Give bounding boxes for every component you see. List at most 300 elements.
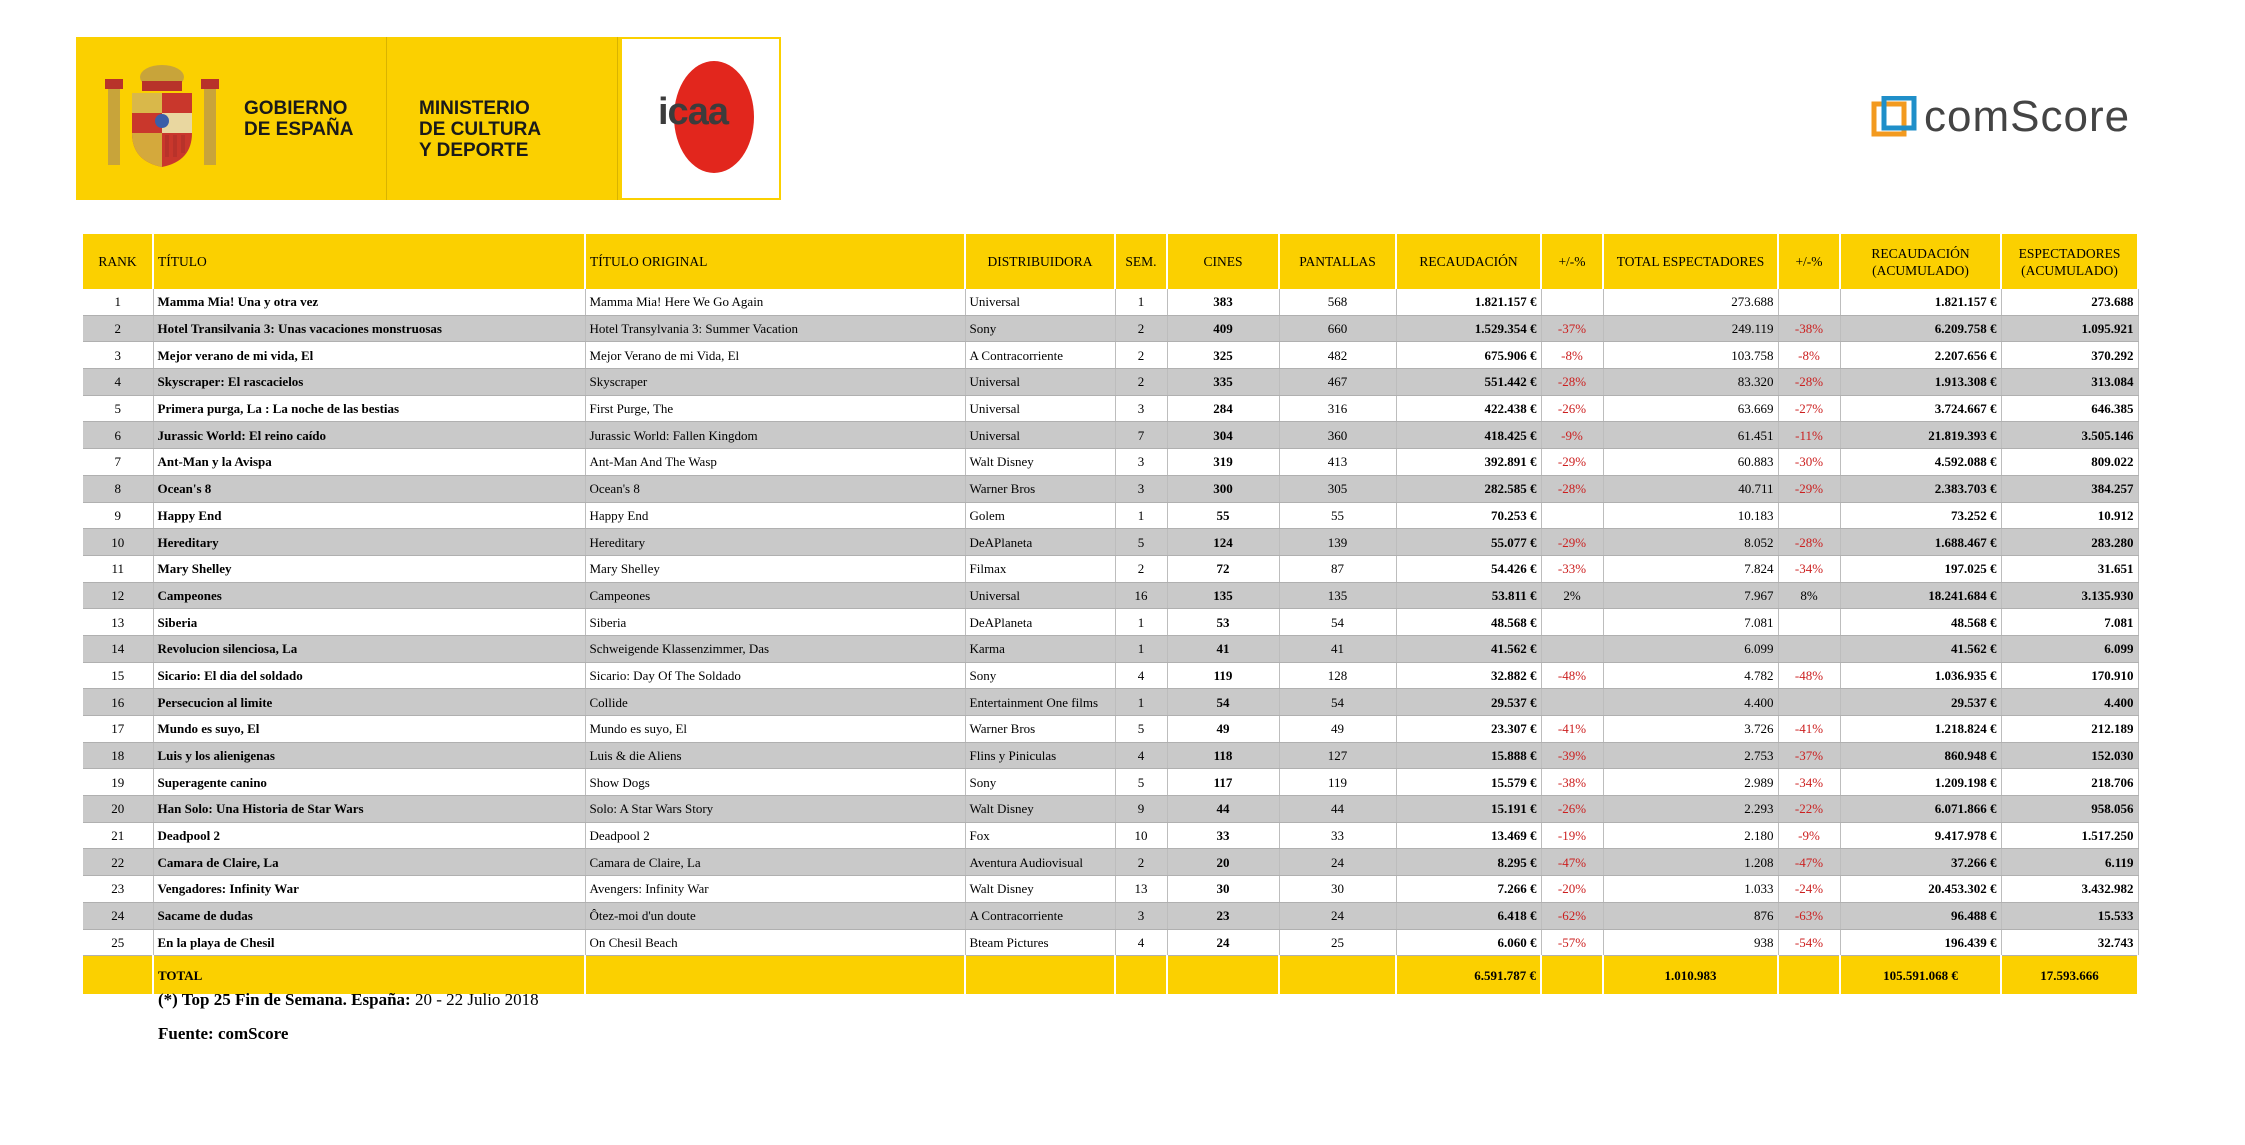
cell-rec-acum: 1.209.198 €	[1840, 769, 2001, 796]
cell-var-esp: -30%	[1778, 449, 1840, 476]
cell-sem: 5	[1115, 529, 1167, 556]
cell-var-esp: 8%	[1778, 582, 1840, 609]
col-header-titulo: TÍTULO	[153, 234, 585, 289]
cell-distribuidora: Universal	[965, 582, 1115, 609]
col-header-total-espectadores: TOTAL ESPECTADORES	[1603, 234, 1778, 289]
cell-cines: 49	[1167, 716, 1279, 743]
cell-var-rec: -41%	[1541, 716, 1603, 743]
cell-var-esp: -29%	[1778, 475, 1840, 502]
cell-sem: 1	[1115, 289, 1167, 315]
cell-pantallas: 54	[1279, 689, 1396, 716]
cell-distribuidora: Filmax	[965, 555, 1115, 582]
total-espectadores-acumulado: 17.593.666	[2001, 956, 2138, 995]
cell-original: Hereditary	[585, 529, 965, 556]
cell-espectadores: 83.320	[1603, 369, 1778, 396]
cell-pantallas: 24	[1279, 849, 1396, 876]
cell-recaudacion: 32.882 €	[1396, 662, 1541, 689]
table-row	[83, 475, 2138, 502]
government-name: GOBIERNO DE ESPAÑA	[244, 98, 354, 140]
cell-rank: 10	[83, 529, 153, 556]
cell-cines: 319	[1167, 449, 1279, 476]
col-header-titulo-original: TÍTULO ORIGINAL	[585, 234, 965, 289]
cell-titulo: Superagente canino	[153, 769, 585, 796]
table-row	[83, 609, 2138, 636]
col-header-espectadores-acumulado: ESPECTADORES (ACUMULADO)	[2001, 234, 2138, 289]
cell-original: Mundo es suyo, El	[585, 716, 965, 743]
cell-titulo: Primera purga, La : La noche de las bestias	[153, 395, 585, 422]
cell-recaudacion: 551.442 €	[1396, 369, 1541, 396]
cell-esp-acum: 384.257	[2001, 475, 2138, 502]
cell-esp-acum: 7.081	[2001, 609, 2138, 636]
cell-rank: 19	[83, 769, 153, 796]
cell-original: Show Dogs	[585, 769, 965, 796]
cell-cines: 55	[1167, 502, 1279, 529]
cell-var-esp: -38%	[1778, 315, 1840, 342]
cell-rec-acum: 2.383.703 €	[1840, 475, 2001, 502]
table-row	[83, 369, 2138, 396]
cell-titulo: Hotel Transilvania 3: Unas vacaciones monstruosas	[153, 315, 585, 342]
cell-cines: 325	[1167, 342, 1279, 369]
cell-original: Skyscraper	[585, 369, 965, 396]
cell-original: Deadpool 2	[585, 822, 965, 849]
cell-var-rec: -8%	[1541, 342, 1603, 369]
cell-original: Mejor Verano de mi Vida, El	[585, 342, 965, 369]
cell-var-esp: -28%	[1778, 529, 1840, 556]
table-row	[83, 902, 2138, 929]
cell-recaudacion: 7.266 €	[1396, 876, 1541, 903]
cell-distribuidora: Walt Disney	[965, 796, 1115, 823]
cell-titulo: Sacame de dudas	[153, 902, 585, 929]
cell-rank: 13	[83, 609, 153, 636]
cell-titulo: Campeones	[153, 582, 585, 609]
cell-espectadores: 8.052	[1603, 529, 1778, 556]
cell-esp-acum: 1.095.921	[2001, 315, 2138, 342]
cell-espectadores: 1.033	[1603, 876, 1778, 903]
cell-rank: 24	[83, 902, 153, 929]
cell-cines: 119	[1167, 662, 1279, 689]
cell-var-rec: -47%	[1541, 849, 1603, 876]
cell-var-esp	[1778, 689, 1840, 716]
cell-var-esp	[1778, 609, 1840, 636]
cell-distribuidora: Sony	[965, 662, 1115, 689]
cell-recaudacion: 422.438 €	[1396, 395, 1541, 422]
cell-distribuidora: Bteam Pictures	[965, 929, 1115, 956]
cell-esp-acum: 3.432.982	[2001, 876, 2138, 903]
cell-rec-acum: 41.562 €	[1840, 635, 2001, 662]
cell-distribuidora: DeAPlaneta	[965, 529, 1115, 556]
table-row	[83, 289, 2138, 315]
cell-pantallas: 127	[1279, 742, 1396, 769]
cell-rec-acum: 860.948 €	[1840, 742, 2001, 769]
table-row	[83, 849, 2138, 876]
cell-distribuidora: DeAPlaneta	[965, 609, 1115, 636]
table-row	[83, 449, 2138, 476]
cell-original: Campeones	[585, 582, 965, 609]
cell-esp-acum: 646.385	[2001, 395, 2138, 422]
cell-var-esp: -22%	[1778, 796, 1840, 823]
cell-rec-acum: 21.819.393 €	[1840, 422, 2001, 449]
cell-original: Ôtez-moi d'un doute	[585, 902, 965, 929]
cell-espectadores: 3.726	[1603, 716, 1778, 743]
cell-titulo: Mejor verano de mi vida, El	[153, 342, 585, 369]
cell-distribuidora: Warner Bros	[965, 716, 1115, 743]
cell-var-esp: -34%	[1778, 555, 1840, 582]
cell-recaudacion: 8.295 €	[1396, 849, 1541, 876]
cell-recaudacion: 15.579 €	[1396, 769, 1541, 796]
cell-distribuidora: A Contracorriente	[965, 342, 1115, 369]
cell-rec-acum: 1.913.308 €	[1840, 369, 2001, 396]
cell-pantallas: 128	[1279, 662, 1396, 689]
cell-original: Hotel Transylvania 3: Summer Vacation	[585, 315, 965, 342]
cell-sem: 3	[1115, 902, 1167, 929]
cell-pantallas: 360	[1279, 422, 1396, 449]
table-row	[83, 796, 2138, 823]
cell-espectadores: 7.081	[1603, 609, 1778, 636]
col-header-var-espectadores: +/-%	[1778, 234, 1840, 289]
cell-titulo: Mundo es suyo, El	[153, 716, 585, 743]
cell-sem: 4	[1115, 662, 1167, 689]
cell-esp-acum: 370.292	[2001, 342, 2138, 369]
cell-var-esp: -28%	[1778, 369, 1840, 396]
cell-recaudacion: 675.906 €	[1396, 342, 1541, 369]
cell-rank: 3	[83, 342, 153, 369]
cell-espectadores: 2.293	[1603, 796, 1778, 823]
cell-var-esp: -54%	[1778, 929, 1840, 956]
cell-rec-acum: 1.218.824 €	[1840, 716, 2001, 743]
cell-rank: 21	[83, 822, 153, 849]
box-office-table	[83, 234, 2139, 994]
cell-pantallas: 30	[1279, 876, 1396, 903]
cell-var-esp	[1778, 635, 1840, 662]
cell-cines: 53	[1167, 609, 1279, 636]
cell-esp-acum: 31.651	[2001, 555, 2138, 582]
cell-var-esp: -8%	[1778, 342, 1840, 369]
cell-distribuidora: Universal	[965, 369, 1115, 396]
cell-esp-acum: 10.912	[2001, 502, 2138, 529]
cell-recaudacion: 6.418 €	[1396, 902, 1541, 929]
cell-espectadores: 10.183	[1603, 502, 1778, 529]
cell-sem: 5	[1115, 716, 1167, 743]
table-row	[83, 742, 2138, 769]
cell-rank: 5	[83, 395, 153, 422]
col-header-var-recaudacion: +/-%	[1541, 234, 1603, 289]
cell-recaudacion: 23.307 €	[1396, 716, 1541, 743]
cell-var-esp: -41%	[1778, 716, 1840, 743]
cell-sem: 1	[1115, 609, 1167, 636]
comscore-logo-text: comScore	[1924, 92, 2131, 141]
cell-esp-acum: 283.280	[2001, 529, 2138, 556]
cell-var-rec: -57%	[1541, 929, 1603, 956]
cell-titulo: Jurassic World: El reino caído	[153, 422, 585, 449]
cell-espectadores: 40.711	[1603, 475, 1778, 502]
cell-original: Camara de Claire, La	[585, 849, 965, 876]
table-row	[83, 689, 2138, 716]
cell-titulo: Vengadores: Infinity War	[153, 876, 585, 903]
cell-esp-acum: 218.706	[2001, 769, 2138, 796]
cell-espectadores: 63.669	[1603, 395, 1778, 422]
cell-sem: 2	[1115, 555, 1167, 582]
cell-distribuidora: Flins y Piniculas	[965, 742, 1115, 769]
cell-rank: 6	[83, 422, 153, 449]
cell-espectadores: 6.099	[1603, 635, 1778, 662]
cell-distribuidora: Walt Disney	[965, 876, 1115, 903]
cell-rank: 7	[83, 449, 153, 476]
cell-sem: 3	[1115, 475, 1167, 502]
cell-var-rec: -26%	[1541, 796, 1603, 823]
cell-pantallas: 25	[1279, 929, 1396, 956]
cell-var-rec	[1541, 689, 1603, 716]
cell-recaudacion: 15.888 €	[1396, 742, 1541, 769]
cell-sem: 13	[1115, 876, 1167, 903]
cell-cines: 23	[1167, 902, 1279, 929]
cell-var-esp	[1778, 502, 1840, 529]
cell-espectadores: 4.782	[1603, 662, 1778, 689]
cell-cines: 383	[1167, 289, 1279, 315]
cell-sem: 7	[1115, 422, 1167, 449]
cell-esp-acum: 6.119	[2001, 849, 2138, 876]
table-row	[83, 929, 2138, 956]
cell-var-rec: 2%	[1541, 582, 1603, 609]
table-row	[83, 395, 2138, 422]
col-header-recaudacion-acumulado: RECAUDACIÓN (ACUMULADO)	[1840, 234, 2001, 289]
cell-rec-acum: 1.688.467 €	[1840, 529, 2001, 556]
cell-pantallas: 33	[1279, 822, 1396, 849]
cell-esp-acum: 313.084	[2001, 369, 2138, 396]
cell-rank: 17	[83, 716, 153, 743]
cell-pantallas: 316	[1279, 395, 1396, 422]
cell-var-rec: -33%	[1541, 555, 1603, 582]
cell-esp-acum: 3.505.146	[2001, 422, 2138, 449]
cell-esp-acum: 15.533	[2001, 902, 2138, 929]
cell-esp-acum: 6.099	[2001, 635, 2138, 662]
cell-recaudacion: 55.077 €	[1396, 529, 1541, 556]
cell-cines: 409	[1167, 315, 1279, 342]
cell-var-esp: -34%	[1778, 769, 1840, 796]
total-recaudacion-acumulado: 105.591.068 €	[1840, 956, 2001, 995]
cell-titulo: Mary Shelley	[153, 555, 585, 582]
cell-rec-acum: 2.207.656 €	[1840, 342, 2001, 369]
table-row	[83, 582, 2138, 609]
cell-cines: 54	[1167, 689, 1279, 716]
cell-rec-acum: 6.209.758 €	[1840, 315, 2001, 342]
cell-espectadores: 273.688	[1603, 289, 1778, 315]
cell-rank: 2	[83, 315, 153, 342]
cell-var-rec	[1541, 635, 1603, 662]
cell-rank: 16	[83, 689, 153, 716]
table-row	[83, 422, 2138, 449]
cell-original: Happy End	[585, 502, 965, 529]
cell-rec-acum: 3.724.667 €	[1840, 395, 2001, 422]
cell-rec-acum: 1.036.935 €	[1840, 662, 2001, 689]
cell-var-esp: -63%	[1778, 902, 1840, 929]
cell-cines: 72	[1167, 555, 1279, 582]
cell-var-rec: -38%	[1541, 769, 1603, 796]
cell-espectadores: 7.824	[1603, 555, 1778, 582]
cell-distribuidora: A Contracorriente	[965, 902, 1115, 929]
cell-rec-acum: 48.568 €	[1840, 609, 2001, 636]
cell-rec-acum: 6.071.866 €	[1840, 796, 2001, 823]
total-espectadores: 1.010.983	[1603, 956, 1778, 995]
cell-titulo: Revolucion silenciosa, La	[153, 635, 585, 662]
col-header-semana: SEM.	[1115, 234, 1167, 289]
cell-rec-acum: 37.266 €	[1840, 849, 2001, 876]
cell-espectadores: 1.208	[1603, 849, 1778, 876]
col-header-rank: RANK	[83, 234, 153, 289]
cell-titulo: Luis y los alienigenas	[153, 742, 585, 769]
cell-rec-acum: 196.439 €	[1840, 929, 2001, 956]
cell-rank: 4	[83, 369, 153, 396]
cell-titulo: Ant-Man y la Avispa	[153, 449, 585, 476]
cell-cines: 24	[1167, 929, 1279, 956]
cell-pantallas: 41	[1279, 635, 1396, 662]
cell-cines: 284	[1167, 395, 1279, 422]
cell-rec-acum: 29.537 €	[1840, 689, 2001, 716]
government-banner	[76, 37, 781, 200]
cell-titulo: Hereditary	[153, 529, 585, 556]
cell-rec-acum: 96.488 €	[1840, 902, 2001, 929]
table-body	[83, 289, 2138, 956]
cell-sem: 4	[1115, 929, 1167, 956]
cell-sem: 1	[1115, 689, 1167, 716]
cell-recaudacion: 15.191 €	[1396, 796, 1541, 823]
cell-original: First Purge, The	[585, 395, 965, 422]
cell-titulo: Sicario: El dia del soldado	[153, 662, 585, 689]
cell-espectadores: 4.400	[1603, 689, 1778, 716]
cell-var-rec: -29%	[1541, 449, 1603, 476]
cell-cines: 300	[1167, 475, 1279, 502]
cell-var-rec: -28%	[1541, 475, 1603, 502]
cell-sem: 3	[1115, 449, 1167, 476]
table-row	[83, 529, 2138, 556]
cell-distribuidora: Universal	[965, 422, 1115, 449]
cell-esp-acum: 4.400	[2001, 689, 2138, 716]
cell-pantallas: 305	[1279, 475, 1396, 502]
cell-var-rec	[1541, 289, 1603, 315]
cell-original: On Chesil Beach	[585, 929, 965, 956]
cell-rank: 14	[83, 635, 153, 662]
cell-rec-acum: 1.821.157 €	[1840, 289, 2001, 315]
cell-sem: 1	[1115, 502, 1167, 529]
cell-distribuidora: Sony	[965, 315, 1115, 342]
table-row	[83, 635, 2138, 662]
cell-var-rec: -19%	[1541, 822, 1603, 849]
cell-distribuidora: Universal	[965, 395, 1115, 422]
cell-var-rec	[1541, 609, 1603, 636]
cell-recaudacion: 70.253 €	[1396, 502, 1541, 529]
cell-var-esp: -37%	[1778, 742, 1840, 769]
cell-original: Solo: A Star Wars Story	[585, 796, 965, 823]
cell-titulo: Persecucion al limite	[153, 689, 585, 716]
col-header-recaudacion: RECAUDACIÓN	[1396, 234, 1541, 289]
cell-cines: 41	[1167, 635, 1279, 662]
table-row	[83, 769, 2138, 796]
cell-original: Jurassic World: Fallen Kingdom	[585, 422, 965, 449]
table-row	[83, 502, 2138, 529]
cell-original: Siberia	[585, 609, 965, 636]
cell-esp-acum: 809.022	[2001, 449, 2138, 476]
cell-var-rec	[1541, 502, 1603, 529]
cell-pantallas: 49	[1279, 716, 1396, 743]
icaa-logo-text: icaa	[658, 91, 728, 133]
cell-esp-acum: 1.517.250	[2001, 822, 2138, 849]
cell-var-esp: -27%	[1778, 395, 1840, 422]
cell-cines: 118	[1167, 742, 1279, 769]
cell-pantallas: 660	[1279, 315, 1396, 342]
cell-sem: 5	[1115, 769, 1167, 796]
cell-recaudacion: 41.562 €	[1396, 635, 1541, 662]
cell-rec-acum: 197.025 €	[1840, 555, 2001, 582]
cell-sem: 1	[1115, 635, 1167, 662]
cell-pantallas: 467	[1279, 369, 1396, 396]
col-header-cines: CINES	[1167, 234, 1279, 289]
cell-rec-acum: 73.252 €	[1840, 502, 2001, 529]
cell-espectadores: 2.753	[1603, 742, 1778, 769]
cell-recaudacion: 418.425 €	[1396, 422, 1541, 449]
table-row	[83, 716, 2138, 743]
cell-espectadores: 2.180	[1603, 822, 1778, 849]
cell-original: Mary Shelley	[585, 555, 965, 582]
table-row	[83, 342, 2138, 369]
cell-recaudacion: 48.568 €	[1396, 609, 1541, 636]
cell-rank: 18	[83, 742, 153, 769]
cell-sem: 16	[1115, 582, 1167, 609]
cell-pantallas: 54	[1279, 609, 1396, 636]
source-note: Fuente: comScore	[158, 1024, 289, 1043]
comscore-logo-icon	[1870, 96, 1920, 140]
cell-pantallas: 87	[1279, 555, 1396, 582]
cell-recaudacion: 54.426 €	[1396, 555, 1541, 582]
cell-cines: 117	[1167, 769, 1279, 796]
cell-cines: 335	[1167, 369, 1279, 396]
cell-pantallas: 119	[1279, 769, 1396, 796]
coat-of-arms-icon	[102, 57, 222, 177]
cell-original: Ocean's 8	[585, 475, 965, 502]
table-row	[83, 662, 2138, 689]
cell-recaudacion: 13.469 €	[1396, 822, 1541, 849]
cell-recaudacion: 53.811 €	[1396, 582, 1541, 609]
cell-recaudacion: 6.060 €	[1396, 929, 1541, 956]
total-recaudacion: 6.591.787 €	[1396, 956, 1541, 995]
cell-rank: 25	[83, 929, 153, 956]
cell-titulo: Happy End	[153, 502, 585, 529]
cell-titulo: Camara de Claire, La	[153, 849, 585, 876]
cell-distribuidora: Aventura Audiovisual	[965, 849, 1115, 876]
cell-var-rec: -48%	[1541, 662, 1603, 689]
cell-rank: 1	[83, 289, 153, 315]
cell-espectadores: 60.883	[1603, 449, 1778, 476]
cell-distribuidora: Universal	[965, 289, 1115, 315]
col-header-pantallas: PANTALLAS	[1279, 234, 1396, 289]
period-note: (*) Top 25 Fin de Semana. España: 20 - 22 Julio 2018	[158, 990, 539, 1009]
cell-distribuidora: Sony	[965, 769, 1115, 796]
col-header-distribuidora: DISTRIBUIDORA	[965, 234, 1115, 289]
cell-pantallas: 482	[1279, 342, 1396, 369]
cell-sem: 2	[1115, 849, 1167, 876]
cell-espectadores: 7.967	[1603, 582, 1778, 609]
cell-var-rec: -9%	[1541, 422, 1603, 449]
cell-rank: 11	[83, 555, 153, 582]
cell-titulo: En la playa de Chesil	[153, 929, 585, 956]
cell-sem: 2	[1115, 315, 1167, 342]
cell-recaudacion: 1.529.354 €	[1396, 315, 1541, 342]
cell-pantallas: 24	[1279, 902, 1396, 929]
cell-sem: 3	[1115, 395, 1167, 422]
cell-esp-acum: 152.030	[2001, 742, 2138, 769]
cell-cines: 30	[1167, 876, 1279, 903]
cell-rec-acum: 9.417.978 €	[1840, 822, 2001, 849]
total-label: TOTAL	[153, 956, 585, 995]
cell-var-rec: -28%	[1541, 369, 1603, 396]
